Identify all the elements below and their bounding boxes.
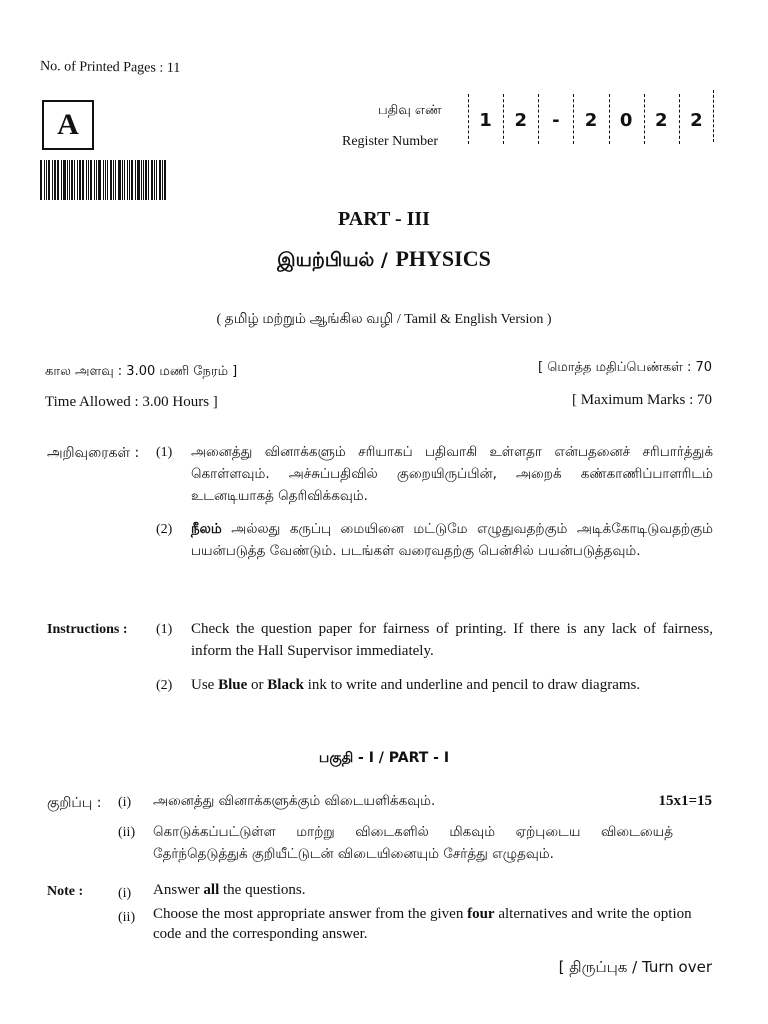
- instructions-label: Instructions :: [47, 622, 128, 637]
- part-title: PART - III: [338, 208, 430, 230]
- register-number-label: Register Number: [342, 134, 439, 149]
- instruction-text: ink to write and underline and pencil to draw diagrams.: [303, 677, 641, 693]
- barcode-bar: [98, 160, 101, 200]
- register-digit: 0: [609, 90, 644, 150]
- instruction-number: (2): [156, 678, 173, 693]
- barcode-bar: [127, 160, 128, 200]
- instruction-tamil-1: அனைத்து வினாக்களும் சரியாகப் பதிவாகி உள்ளதா என்பதனைச் சரிபார்த்துக் கொள்ளவும். அச்சுப்பதிவில் குறையிருப்பின், அறைக் கண்காணிப்பாளரிடம் உடனடியாகத் தெரிவிக்கவும்.: [191, 444, 713, 504]
- section-title: [0, 750, 768, 768]
- subject-title-tamil: இயற்பியல் /: [277, 249, 388, 271]
- instruction-tamil-2: [191, 518, 713, 562]
- instruction-number: (1): [156, 445, 173, 460]
- barcode-bar: [94, 160, 95, 200]
- barcode-bar: [122, 160, 123, 200]
- note-tamil-1: அனைத்து வினாக்களுக்கும் விடையளிக்கவும்.: [153, 793, 436, 809]
- note-text: Answer: [153, 882, 204, 898]
- barcode-bar: [129, 160, 130, 200]
- barcode-bar: [124, 160, 126, 200]
- emphasis-blue-tamil: நீலம்: [191, 521, 222, 537]
- printed-pages-count: No. of Printed Pages : 11: [39, 59, 181, 76]
- emphasis-all: all: [203, 882, 220, 898]
- barcode-bar: [115, 160, 116, 200]
- register-digit: 2: [679, 90, 714, 150]
- barcode-bar: [141, 160, 142, 200]
- barcode-bar: [137, 160, 140, 200]
- time-allowed: Time Allowed : 3.00 Hours ]: [45, 394, 218, 410]
- barcode-bar: [90, 160, 92, 200]
- barcode-bar: [135, 160, 136, 200]
- note-label: Note :: [47, 884, 84, 899]
- register-number-boxes: [468, 90, 714, 150]
- note-number: (ii): [118, 910, 136, 925]
- turn-over-note: [559, 958, 712, 978]
- barcode-bar: [143, 160, 144, 200]
- note-text: the questions.: [219, 882, 306, 898]
- barcode-bar: [48, 160, 51, 200]
- barcode-bar: [67, 160, 68, 200]
- instruction-number: (2): [156, 522, 173, 537]
- barcode-bar: [71, 160, 73, 200]
- barcode-bar: [57, 160, 59, 200]
- barcode-bar: [105, 160, 106, 200]
- barcode-bar: [156, 160, 157, 200]
- instruction-number: (1): [156, 622, 173, 637]
- register-digit: -: [538, 90, 573, 150]
- barcode-bar: [131, 160, 133, 200]
- barcode-bar: [63, 160, 66, 200]
- register-digit: 2: [573, 90, 608, 150]
- barcode-bar: [46, 160, 47, 200]
- time-allowed-tamil: கால அளவு : 3.00 மணி நேரம் ]: [45, 364, 238, 379]
- note-number: (i): [118, 886, 132, 901]
- maximum-marks: [ Maximum Marks : 70: [572, 392, 712, 408]
- instruction-english-1: Check the question paper for fairness of printing. If there is any lack of fairness, inform the Hall Supervisor immediately.: [191, 621, 713, 659]
- barcode-bar: [61, 160, 62, 200]
- barcode-bar: [164, 160, 166, 200]
- marks-scheme: 15x1=15: [658, 793, 712, 809]
- emphasis-four: four: [467, 906, 495, 922]
- instructions-label-tamil: அறிவுரைகள் :: [47, 445, 140, 461]
- barcode-bar: [145, 160, 147, 200]
- medium-version: ( தமிழ் மற்றும் ஆங்கில வழி / Tamil & English Version ): [216, 312, 552, 327]
- maximum-marks-tamil: [ மொத்த மதிப்பெண்கள் : 70: [538, 360, 712, 375]
- barcode: [40, 160, 168, 200]
- barcode-bar: [107, 160, 108, 200]
- note-text: alternatives and write the option code and the corresponding answer.: [153, 906, 692, 942]
- barcode-bar: [96, 160, 97, 200]
- barcode-bar: [54, 160, 56, 200]
- barcode-bar: [148, 160, 149, 200]
- barcode-bar: [103, 160, 105, 200]
- barcode-bar: [79, 160, 81, 200]
- barcode-bar: [77, 160, 78, 200]
- note-number: (ii): [118, 825, 136, 840]
- barcode-bar: [52, 160, 53, 200]
- barcode-bar: [151, 160, 153, 200]
- register-digit: 1: [468, 90, 503, 150]
- instruction-english-2: [191, 674, 713, 696]
- emphasis-black: Black: [267, 677, 304, 693]
- barcode-bar: [159, 160, 162, 200]
- note-label-tamil: குறிப்பு :: [47, 795, 102, 811]
- barcode-bar: [44, 160, 45, 200]
- barcode-bar: [74, 160, 75, 200]
- instruction-text: Use: [191, 677, 219, 693]
- barcode-bar: [86, 160, 87, 200]
- barcode-bar: [69, 160, 70, 200]
- barcode-bar: [110, 160, 112, 200]
- barcode-bar: [154, 160, 155, 200]
- instruction-text: அல்லது கருப்பு மையினை மட்டுமே எழுதுவதற்கும் அடிக்கோடிடுவதற்கும் பயன்படுத்த வேண்டும். படங்கள் வரைவதற்கு பென்சில் பயன்படுத்தவும்.: [191, 521, 713, 559]
- register-number-label-tamil: பதிவு எண்: [378, 103, 442, 118]
- register-digit: 2: [644, 90, 679, 150]
- barcode-bar: [113, 160, 114, 200]
- note-english-2: [153, 904, 693, 944]
- barcode-bar: [118, 160, 121, 200]
- barcode-bar: [82, 160, 85, 200]
- barcode-bar: [162, 160, 163, 200]
- set-code-box: A: [42, 100, 94, 150]
- note-text: Choose the most appropriate answer from the given: [153, 906, 468, 922]
- note-number: (i): [118, 795, 132, 810]
- emphasis-blue: Blue: [218, 677, 248, 693]
- turn-over-text: [ திருப்புக / Turn over: [558, 958, 712, 976]
- barcode-bar: [88, 160, 89, 200]
- subject-title-english: PHYSICS: [395, 246, 491, 271]
- note-english-1: [153, 882, 306, 899]
- barcode-bar: [40, 160, 42, 200]
- register-digit: 2: [503, 90, 538, 150]
- note-tamil-2: கொடுக்கப்பட்டுள்ள மாற்று விடைகளில் மிகவும் ஏற்புடைய விடையைத் தேர்ந்தெடுத்துக் குறியீட்டுடன் விடையினையும் சேர்த்து எழுதவும்.: [153, 824, 673, 862]
- subject-title: [0, 246, 768, 274]
- section-title-text: பகுதி - I / PART - I: [318, 750, 450, 766]
- instruction-text: or: [247, 677, 268, 693]
